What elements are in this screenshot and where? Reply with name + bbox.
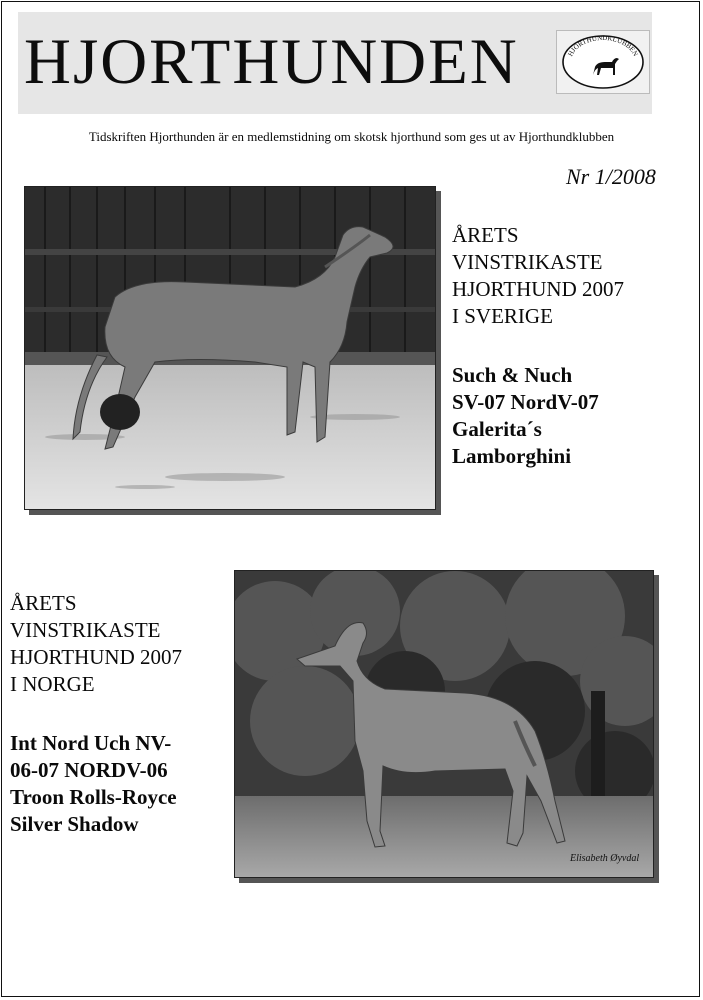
masthead xyxy=(18,12,652,114)
caption-line: VINSTRIKASTE xyxy=(10,618,161,642)
dog-title-line: Troon Rolls-Royce xyxy=(10,785,177,809)
caption-sweden-dog-name xyxy=(452,362,599,470)
dog-title-line: Silver Shadow xyxy=(10,812,139,836)
caption-line: I SVERIGE xyxy=(452,304,553,328)
dog-title-line: Int Nord Uch NV- xyxy=(10,731,172,755)
club-logo xyxy=(556,30,650,94)
photo-galerita-lamborghini xyxy=(24,186,436,510)
dog-title-line: Galerita´s xyxy=(452,417,542,441)
caption-line: I NORGE xyxy=(10,672,95,696)
dog-title-line: 06-07 NORDV-06 xyxy=(10,758,168,782)
caption-line: HJORTHUND 2007 xyxy=(10,645,182,669)
masthead-subtitle: Tidskriften Hjorthunden är en medlemstidning om skotsk hjorthund som ges ut av Hjorthundklubben xyxy=(88,129,615,144)
photo-credit: Elisabeth Øyvdal xyxy=(570,853,640,864)
caption-line: VINSTRIKASTE xyxy=(452,250,603,274)
club-logo-graphic xyxy=(557,31,649,93)
dog-title-line: Such & Nuch xyxy=(452,363,573,387)
dog-title-line: Lamborghini xyxy=(452,444,572,468)
club-logo-text: HJORTHUNDKLUBBEN xyxy=(566,33,640,58)
caption-norway-dog-name xyxy=(10,730,177,838)
deerhound-photo-trees xyxy=(235,571,653,877)
magazine-title: HJORTHUNDEN xyxy=(24,26,519,98)
deerhound-photo-barn xyxy=(25,187,435,509)
issue-number: Nr 1/2008 xyxy=(566,164,656,189)
caption-line: ÅRETS xyxy=(452,223,519,247)
photo-troon-rolls-royce xyxy=(234,570,654,878)
caption-norway-heading xyxy=(10,590,182,698)
caption-sweden-heading xyxy=(452,222,624,330)
dog-title-line: SV-07 NordV-07 xyxy=(452,390,599,414)
caption-line: HJORTHUND 2007 xyxy=(452,277,624,301)
caption-line: ÅRETS xyxy=(10,591,77,615)
